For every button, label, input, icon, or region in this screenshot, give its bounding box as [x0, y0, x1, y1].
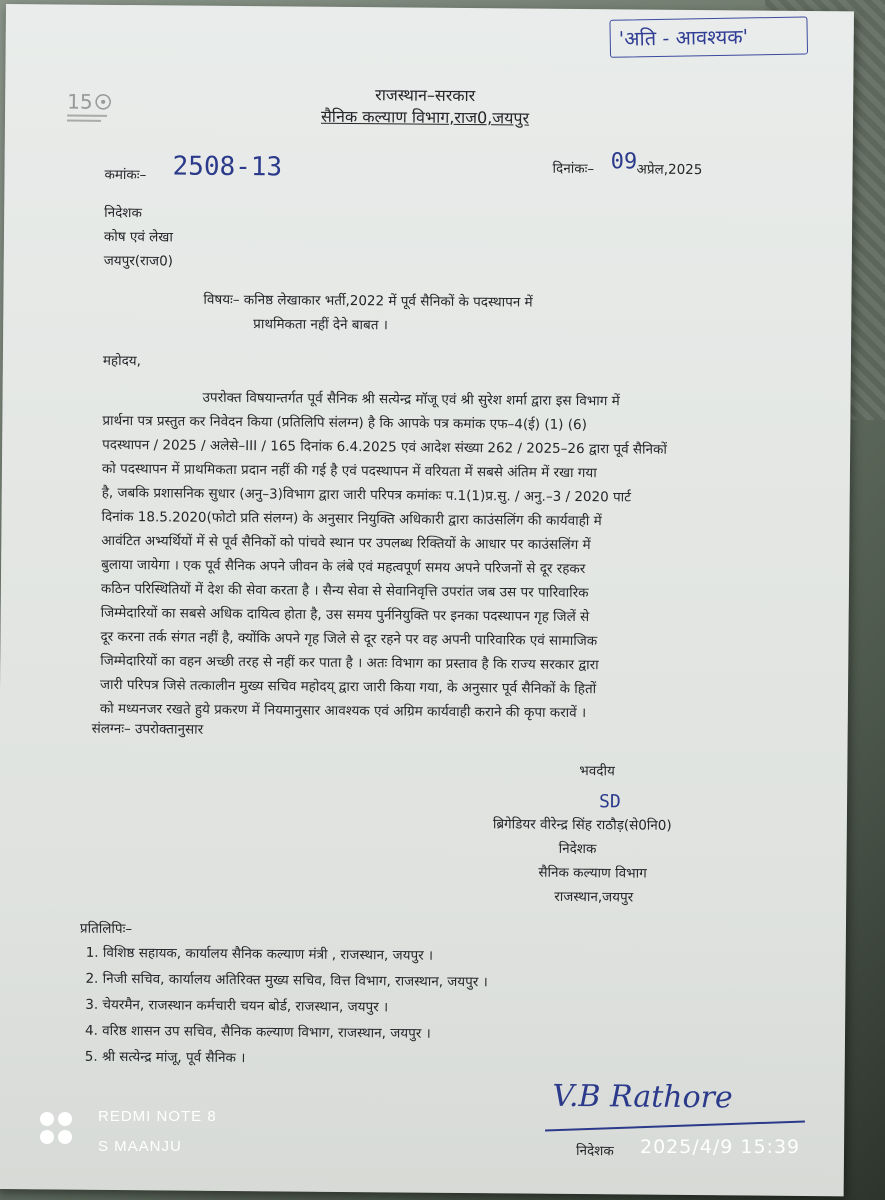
watermark-user: S MAANJU	[98, 1138, 182, 1155]
enclosure-note: संलग्नः– उपरोक्तानुसार	[91, 720, 204, 738]
signatory-title: निदेशक	[558, 840, 597, 858]
subject-line-1: विषयः– कनिष्ठ लेखाकार भर्ती,2022 में पूर्व सैनिकों के पदस्थापन में	[203, 291, 533, 311]
body-line: बुलाया जायेगा । एक पूर्व सैनिक अपने जीवन के लंबे एवं महत्वपूर्ण समय अपने परिजनों से दूर रहकर	[101, 556, 586, 578]
handwritten-signature: V.B Rathore	[552, 1078, 733, 1116]
photo-timestamp: 2025/4/9 15:39	[640, 1136, 801, 1158]
body-line: को पदस्थापन में प्राथमिकता प्रदान नहीं की गई है एवं पदस्थापन में वरियता में सबसे अंतिम में रखा गया	[101, 460, 597, 482]
addressee-line-1: निदेशक	[104, 204, 142, 222]
body-line: जिम्मेदारियों का वहन अच्छी तरह से नहीं कर पाता है । अतः विभाग का प्रस्ताव है कि राज्य सरकार द्वारा	[100, 652, 599, 674]
cc-item: 2. निजी सचिव, कार्यालय अतिरिक्त मुख्य सचिव, वित्त विभाग, राजस्थान, जयपुर ।	[85, 970, 488, 991]
watermark-device: REDMI NOTE 8	[98, 1108, 217, 1125]
date-rest: अप्रेल,2025	[636, 161, 703, 179]
cc-item: 5. श्री सत्येन्द्र मांजू, पूर्व सैनिक ।	[84, 1048, 246, 1067]
signatory-department: सैनिक कल्याण विभाग	[538, 864, 647, 882]
addressee-line-3: जयपुर(राज0)	[103, 252, 174, 270]
cc-item: 4. वरिष्ठ शासन उप सचिव, सैनिक कल्याण विभाग, राजस्थान, जयपुर ।	[84, 1022, 431, 1042]
body-line: उपरोक्त विषयान्तर्गत पूर्व सैनिक श्री सत्येन्द्र मॉजू एवं श्री सुरेश शर्मा द्वारा इस विभाग में	[202, 389, 620, 410]
date-label: दिनांकः–	[552, 160, 595, 178]
body-line: कठिन परिस्थितियों में देश की सेवा करता है । सैन्य सेवा से सेवानिवृत्ति उपरांत जब उस पर पारिवारिक	[100, 580, 589, 602]
letterhead-department: सैनिक कल्याण विभाग,राज0,जयपुर	[320, 106, 530, 128]
body-line: दिनांक 18.5.2020(फोटो प्रति संलग्न) के अनुसार नियुक्ति अधिकारी द्वारा काउंसलिंग की कार्यवाही में	[101, 508, 602, 530]
urgent-note	[609, 16, 808, 57]
body-line: जिम्मेदारियों का सबसे अधिक दायित्व होता है, उस समय पुर्ननियुक्ति पर इनका पदस्थापन गृह जिलें से	[100, 604, 590, 626]
camera-lens-icon	[38, 1110, 84, 1156]
letter-paper	[0, 4, 854, 1196]
body-line: जारी परिपत्र जिसे तत्कालीन मुख्य सचिव महोदय् द्वारा जारी किया गया, के अनुसार पूर्व सैनिकों के हितों	[99, 676, 597, 698]
initials: SD	[598, 791, 621, 813]
signatory-location: राजस्थान,जयपुर	[554, 888, 634, 906]
cc-item: 1. विशिष्ठ सहायक, कार्यालय सैनिक कल्याण मंत्री , राजस्थान, जयपुर ।	[85, 944, 434, 964]
svg-text:15: 15	[67, 89, 93, 114]
date-day: 09	[610, 149, 638, 175]
signature-title: निदेशक	[575, 1143, 614, 1160]
closing: भवदीय	[579, 763, 615, 780]
body-line: को मध्यनजर रखते हुये प्रकरण में नियमानुसार आवश्यक एवं अग्रिम कार्यवाही कराने की कृपा करावें ।	[99, 700, 587, 722]
anniversary-logo-icon	[67, 87, 127, 128]
urgent-note-text: 'अति - आवश्यक'	[618, 24, 749, 51]
body-line: दूर करना तर्क संगत नहीं है, क्योंकि अपने गृह जिले से दूर रहने पर वह अपनी पारिवारिक एवं सामाजिक	[100, 628, 598, 650]
body-line: प्रार्थना पत्र प्रस्तुत कर निवेदन किया (प्रतिलिपि संलग्न) है कि आपके पत्र कमांक एफ–4(ई) (1) (6)	[102, 412, 587, 434]
signatory-name: ब्रिगेडियर वीरेन्द्र सिंह राठौड़(से0नि0)	[492, 816, 672, 834]
subject-line-2: प्राथमिकता नहीं देने बाबत ।	[253, 316, 388, 334]
body-line: है, जबकि प्रशासनिक सुधार (अनु–3)विभाग द्वारा जारी परिपत्र कमांकः प.1(1)प्र.सु. / अनु.–3 / 2020 पार्ट	[101, 484, 632, 506]
salutation: महोदय,	[102, 352, 141, 370]
camera-watermark	[38, 1110, 84, 1160]
ref-label: कमांकः–	[104, 166, 147, 184]
body-line: पदस्थापन / 2025 / अलेसे–III / 165 दिनांक 6.4.2025 एवं आदेश संख्या 262 / 2025–26 द्वारा पूर्व सैनिकों	[102, 436, 667, 458]
addressee-line-2: कोष एवं लेखा	[103, 228, 173, 246]
body-line: आवंटित अभ्यर्थियों में से पूर्व सैनिकों को पांचवे स्थान पर उपलब्ध रिक्तियों के आधार पर काउंसलिंग में	[101, 532, 591, 554]
letterhead-government: राजस्थान–सरकार	[375, 85, 476, 106]
ref-number: 2508-13	[172, 151, 283, 183]
cc-label: प्रतिलिपिः–	[79, 920, 133, 938]
cc-item: 3. चेयरमैन, राजस्थान कर्मचारी चयन बोर्ड, राजस्थान, जयपुर ।	[85, 996, 389, 1016]
